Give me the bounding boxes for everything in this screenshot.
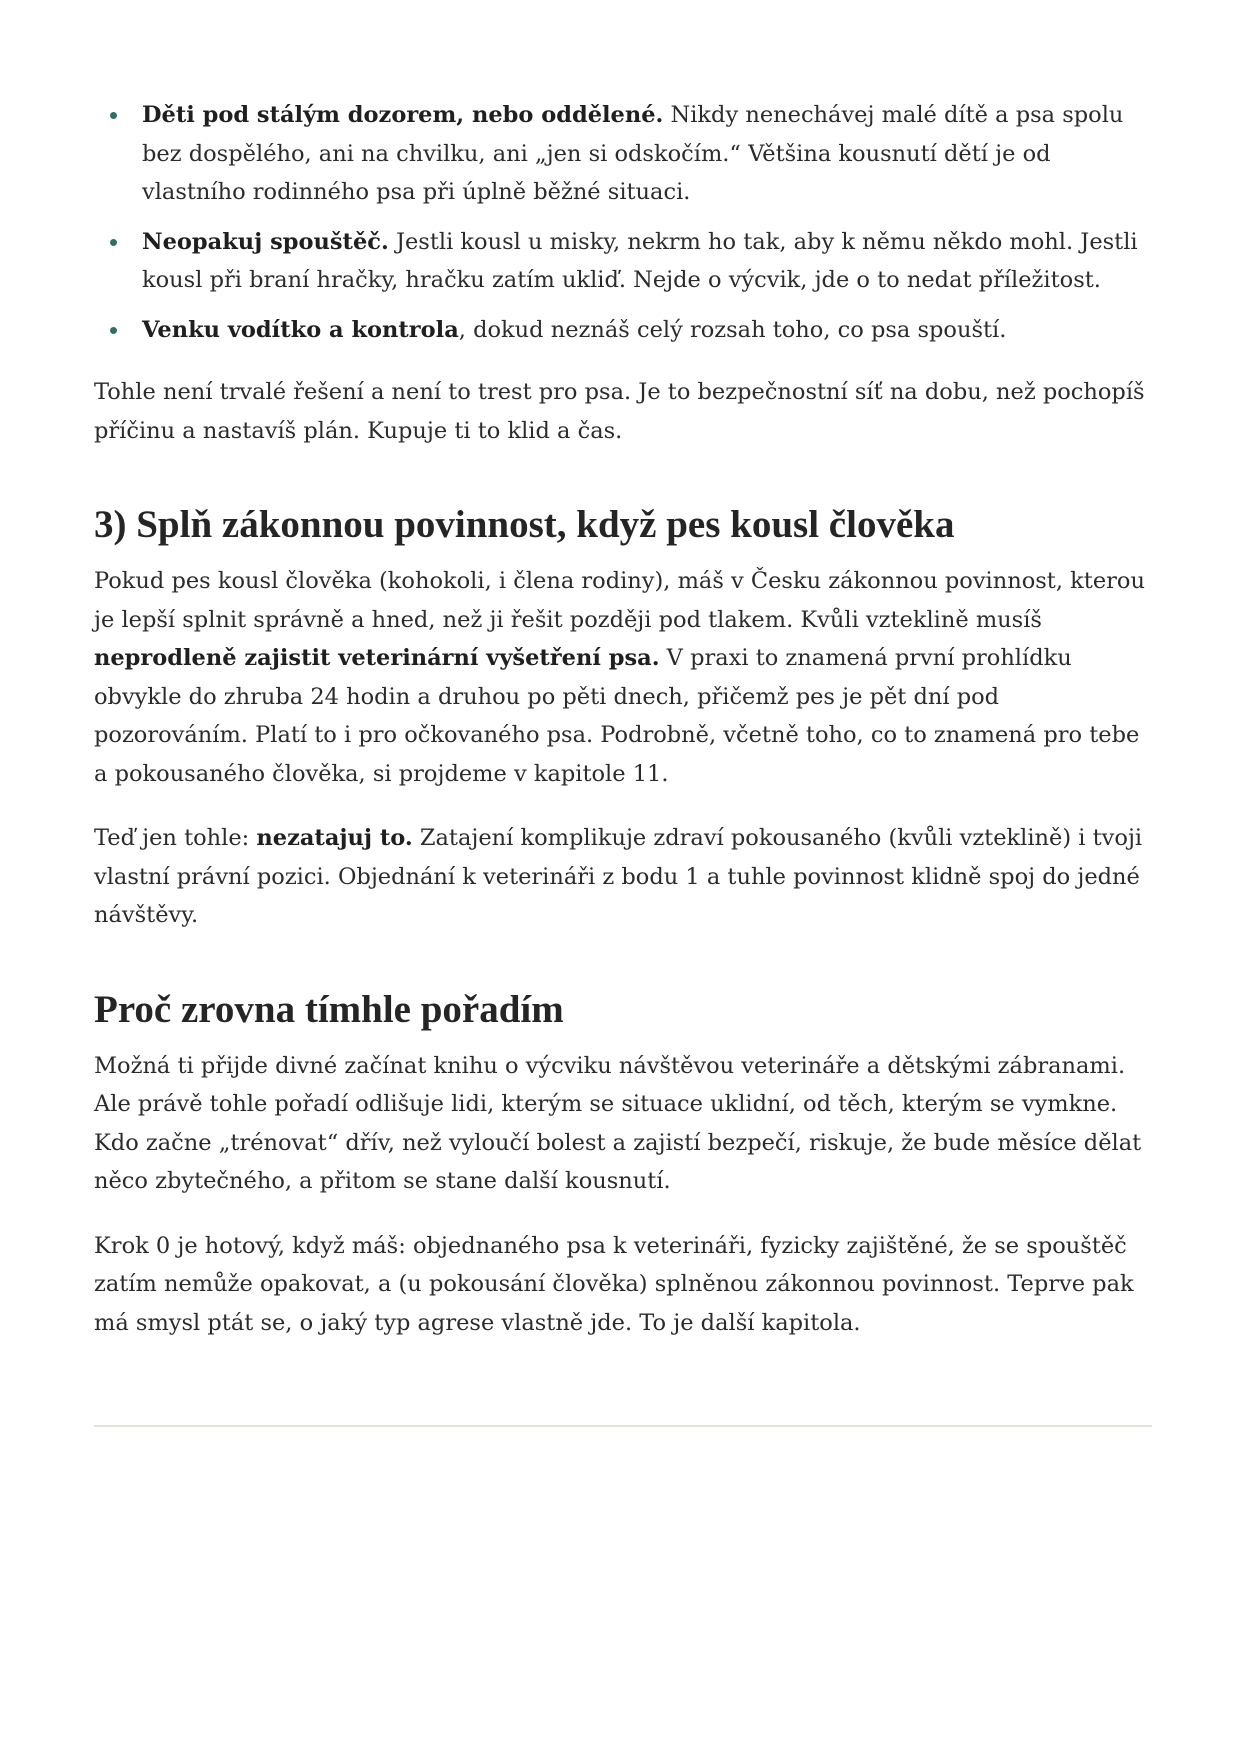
safety-bullet-list [94,96,1152,349]
paragraph-legal-duty [94,562,1152,793]
bullet-icon [110,112,117,119]
emphasis-text: neprodleně zajistit veterinární vyšetření psa. [94,645,660,671]
bullet-icon [110,239,117,246]
paragraph-step-zero-done: Krok 0 je hotový, když máš: objednaného psa k veterináři, fyzicky zajištěné, že se spouštěč zatím nemůže opakovat, a (u pokousání člověka) splněnou zákonnou povinnost. Teprve pak má smysl ptát se, o jaký typ agrese vlastně jde. To je další kapitola. [94,1232,1134,1336]
paragraph-text: Pokud pes kousl člověka (kohokoli, i člena rodiny), máš v Česku zákonnou povinnost, kterou je lepší splnit správně a hned, než ji řešit později pod tlakem. Kvůli vzteklině musíš [94,568,1145,633]
list-item [94,311,1152,350]
list-item [94,223,1152,300]
paragraph-text: Teď jen tohle: [94,825,257,851]
document-page [94,96,1152,1342]
paragraph-do-not-hide [94,819,1152,935]
list-item [94,96,1152,212]
bullet-text: Jestli kousl u misky, nekrm ho tak, aby k němu někdo mohl. Jestli kousl při braní hračky, hračku zatím ukliď. Nejde o výcvik, jde o to nedat příležitost. [142,228,1138,293]
bullet-lead: Neopakuj spouštěč. [142,228,389,255]
paragraph-text: Zatajení komplikuje zdraví pokousaného (kvůli vzteklině) i tvoji vlastní právní pozici. Objednání k veterináři z bodu 1 a tuhle povinnost klidně spoj do jedné návštěvy. [94,825,1143,928]
paragraph-safety-net: Tohle není trvalé řešení a není to trest pro psa. Je to bezpečnostní síť na dobu, než pochopíš příčinu a nastavíš plán. Kupuje ti to klid a čas. [94,379,1145,444]
bullet-lead: Děti pod stálým dozorem, nebo oddělené. [142,102,664,128]
bullet-text: Nikdy nenechávej malé dítě a psa spolu bez dospělého, ani na chvilku, ani „jen si odskočím.“ Většina kousnutí dětí je od vlastního rodinného psa při úplně běžné situaci. [142,102,1124,205]
section-heading-legal-duty: 3) Splň zákonnou povinnost, když pes kousl člověka [94,503,955,546]
paragraph-why-order: Možná ti přijde divné začínat knihu o výcviku návštěvou veterináře a dětskými zábranami. Ale právě tohle pořadí odlišuje lidi, kterým se situace uklidní, od těch, kterým se vymkne. Kdo začne „trénovat“ dřív, než vyloučí bolest a zajistí bezpečí, riskuje, že bude měsíce dělat něco zbytečného, a přitom se stane další kousnutí. [94,1052,1142,1194]
section-divider [94,1425,1152,1427]
emphasis-text: nezatajuj to. [256,825,413,851]
bullet-lead: Venku vodítko a kontrola [142,316,459,343]
section-heading-why-order: Proč zrovna tímhle pořadím [94,987,564,1031]
bullet-text: , dokud neznáš celý rozsah toho, co psa spouští. [458,316,1007,343]
paragraph-text: V praxi to znamená první prohlídku obvykle do zhruba 24 hodin a druhou po pěti dnech, přičemž pes je pět dní pod pozorováním. Platí to i pro očkovaného psa. Podrobně, včetně toho, co to znamená pro tebe a pokousaného člověka, si projdeme v kapitole 11. [94,645,1140,787]
bullet-icon [110,327,117,334]
